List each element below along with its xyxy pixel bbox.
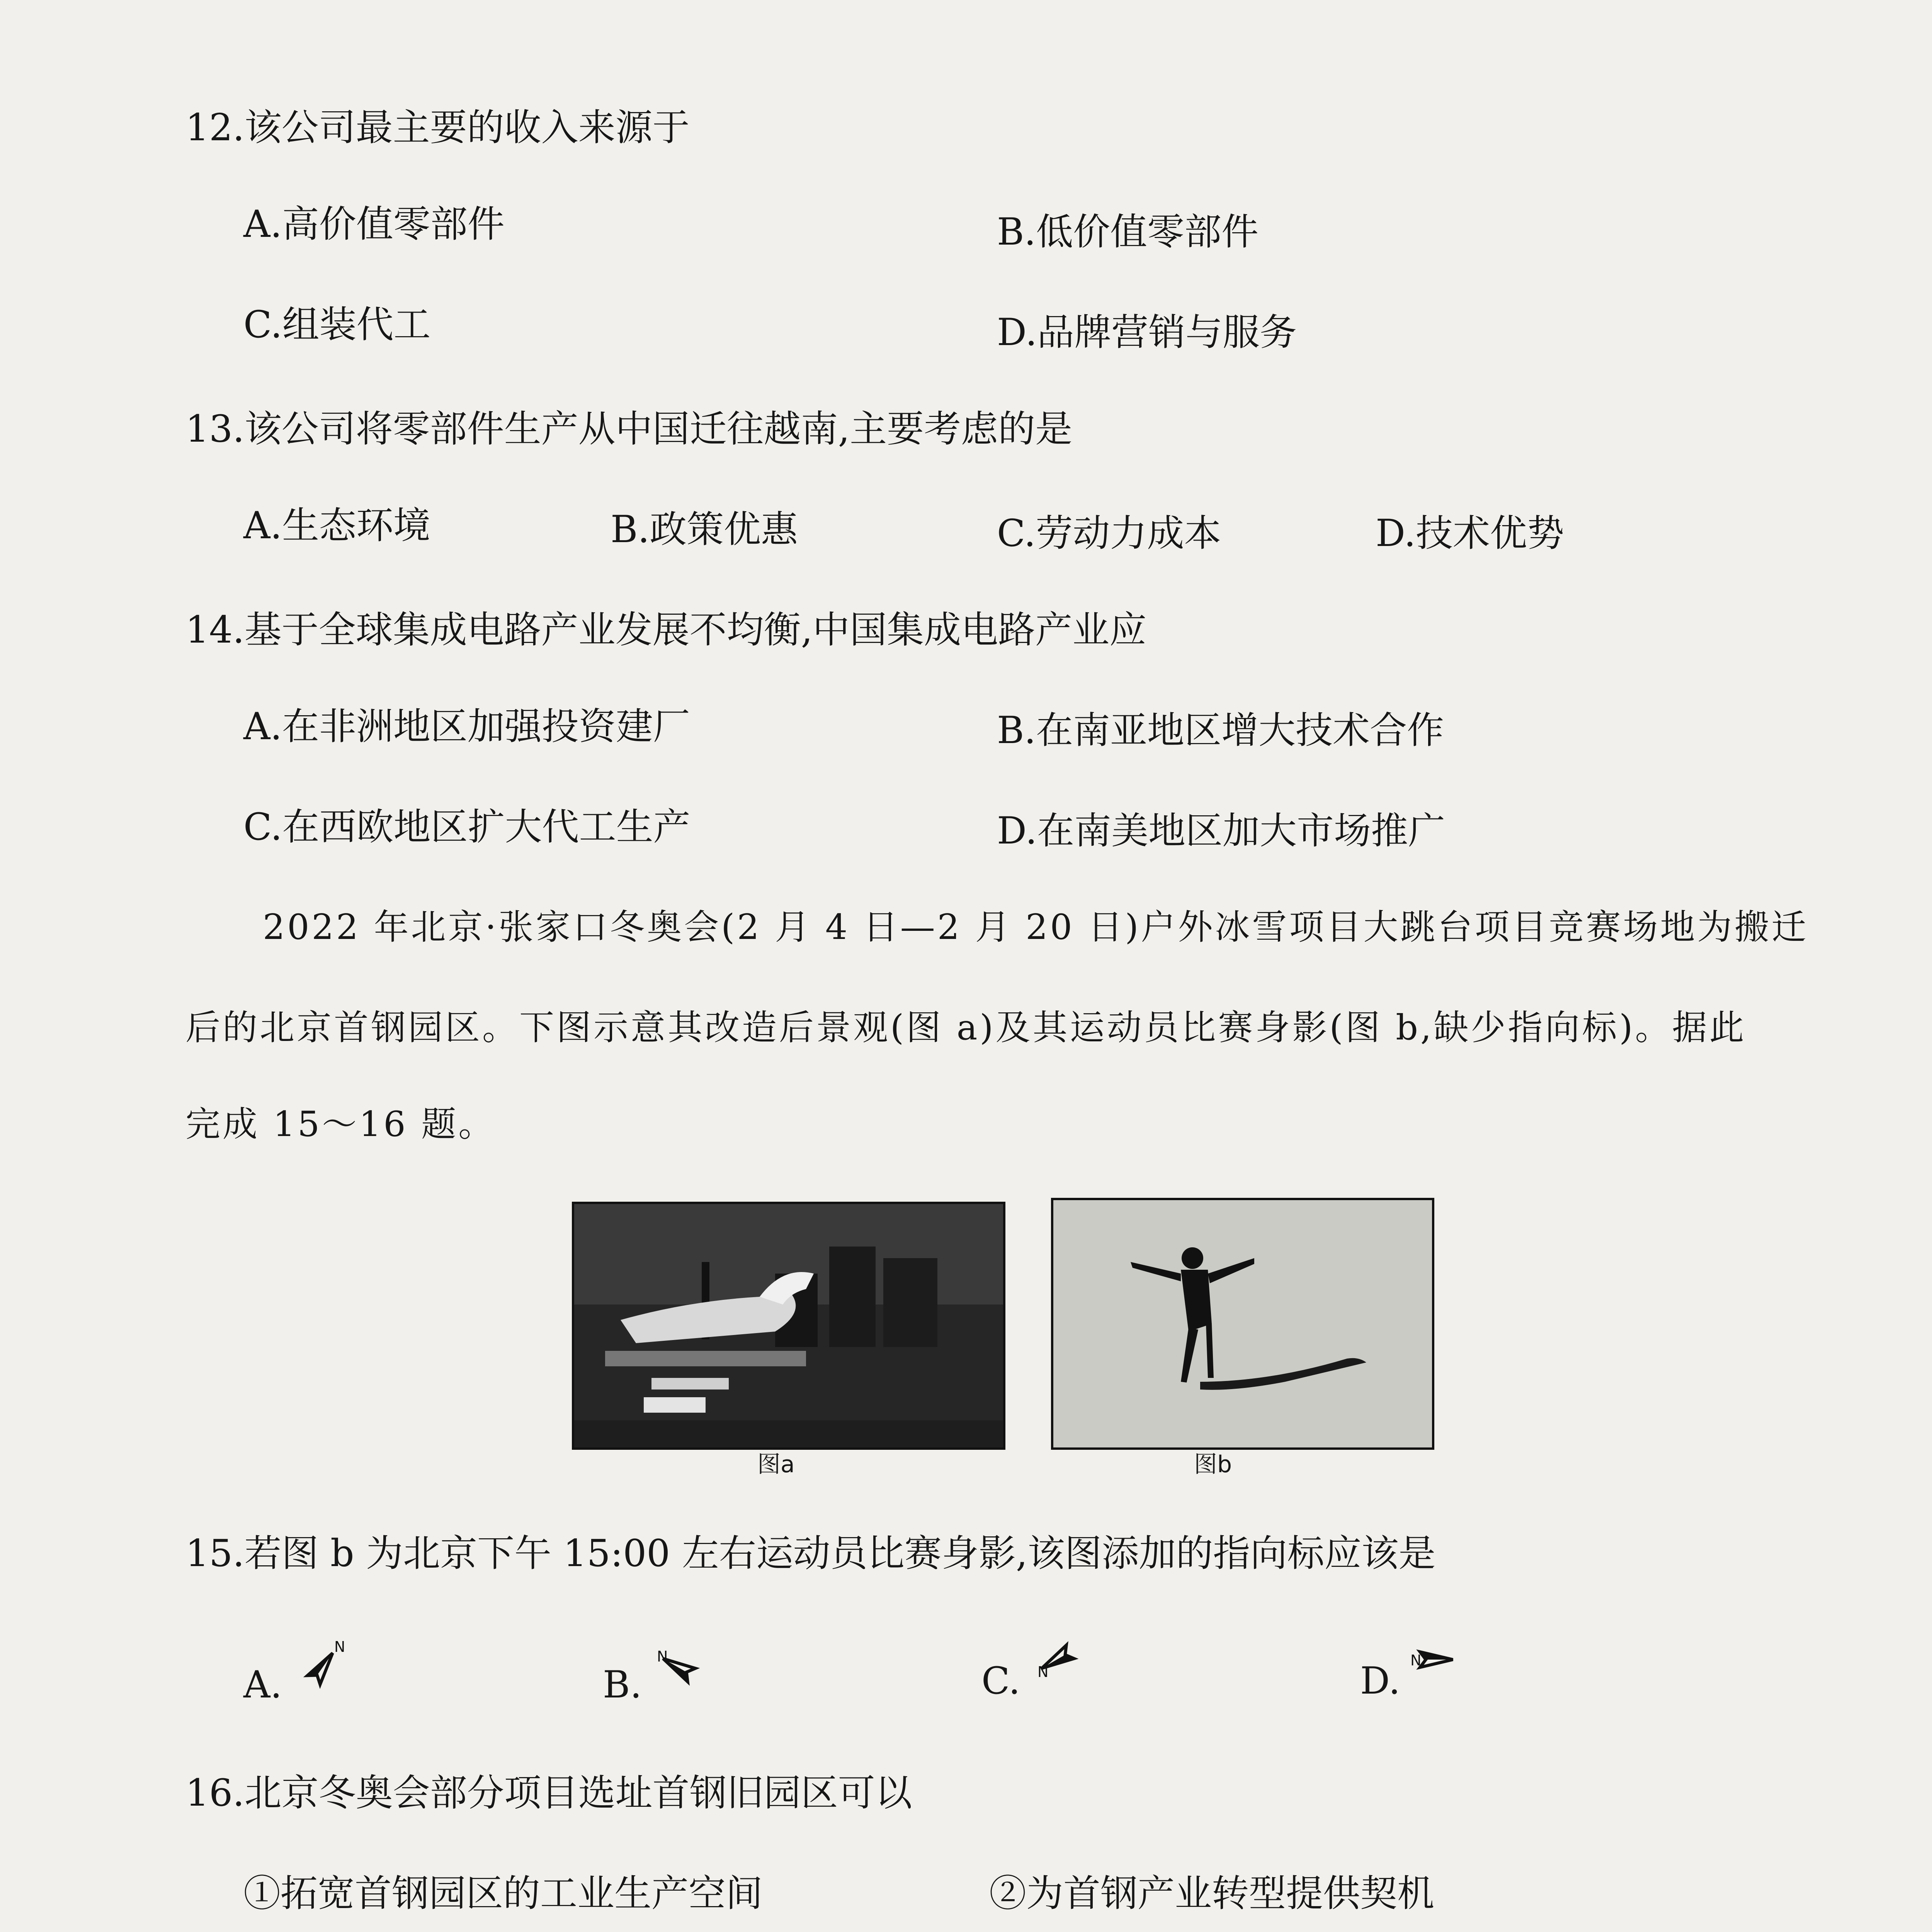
north-arrow-icon-d [1406, 1631, 1464, 1689]
q16-item-2: ②为首钢产业转型提供契机 [989, 1872, 1434, 1915]
q13-stem: 13.该公司将零部件生产从中国迁往越南,主要考虑的是 [185, 407, 1073, 451]
q13-option-b: B.政策优惠 [611, 508, 798, 551]
arrow-letter-d: N [1410, 1652, 1422, 1669]
figure-a-scene [574, 1204, 1003, 1447]
q12-option-d: D.品牌营销与服务 [997, 311, 1297, 354]
q14-option-d: D.在南美地区加大市场推广 [997, 809, 1446, 852]
q13-option-c: C.劳动力成本 [997, 512, 1221, 555]
arrow-letter-c: N [1037, 1663, 1049, 1680]
q16-item-1: ①拓宽首钢园区的工业生产空间 [243, 1872, 763, 1915]
q14-stem: 14.基于全球集成电路产业发展不均衡,中国集成电路产业应 [185, 608, 1147, 651]
intro-line-2: 后的北京首钢园区。下图示意其改造后景观(图 a)及其运动员比赛身影(图 b,缺少指向标)。据此 [185, 1007, 1747, 1048]
q15-stem: 15.若图 b 为北京下午 15:00 左右运动员比赛身影,该图添加的指向标应该是 [185, 1532, 1436, 1575]
q15-option-c: C. [981, 1659, 1020, 1702]
arrow-letter-a: N [334, 1638, 345, 1655]
figure-b-scene [1053, 1200, 1432, 1447]
q14-option-c: C.在西欧地区扩大代工生产 [243, 805, 690, 849]
q15-option-d: D. [1360, 1659, 1401, 1702]
figure-a-caption: 图a [757, 1451, 795, 1478]
q14-option-a: A.在非洲地区加强投资建厂 [243, 705, 690, 748]
q13-option-d: D.技术优势 [1376, 512, 1565, 555]
north-arrow-icon-a [294, 1638, 352, 1696]
q12-option-a: A.高价值零部件 [243, 202, 505, 246]
figure-a-photo [572, 1202, 1005, 1450]
q12-stem: 12.该公司最主要的收入来源于 [185, 106, 690, 149]
north-arrow-icon-c [1028, 1631, 1086, 1689]
intro-line-3: 完成 15～16 题。 [185, 1104, 496, 1145]
q12-option-b: B.低价值零部件 [997, 210, 1259, 253]
intro-line-1: 2022 年北京·张家口冬奥会(2 月 4 日—2 月 20 日)户外冰雪项目大跳台项目竞赛场地为搬迁 [263, 907, 1809, 947]
q15-option-b: B. [603, 1663, 642, 1706]
q15-option-a: A. [243, 1663, 282, 1706]
figure-b-caption: 图b [1194, 1451, 1232, 1478]
q13-option-a: A.生态环境 [243, 504, 430, 547]
q12-option-c: C.组装代工 [243, 303, 431, 346]
figure-b-photo [1051, 1198, 1434, 1450]
arrow-letter-b: N [657, 1648, 668, 1665]
q16-stem: 16.北京冬奥会部分项目选址首钢旧园区可以 [185, 1771, 912, 1815]
north-arrow-icon-b [649, 1638, 707, 1696]
q14-option-b: B.在南亚地区增大技术合作 [997, 709, 1444, 752]
